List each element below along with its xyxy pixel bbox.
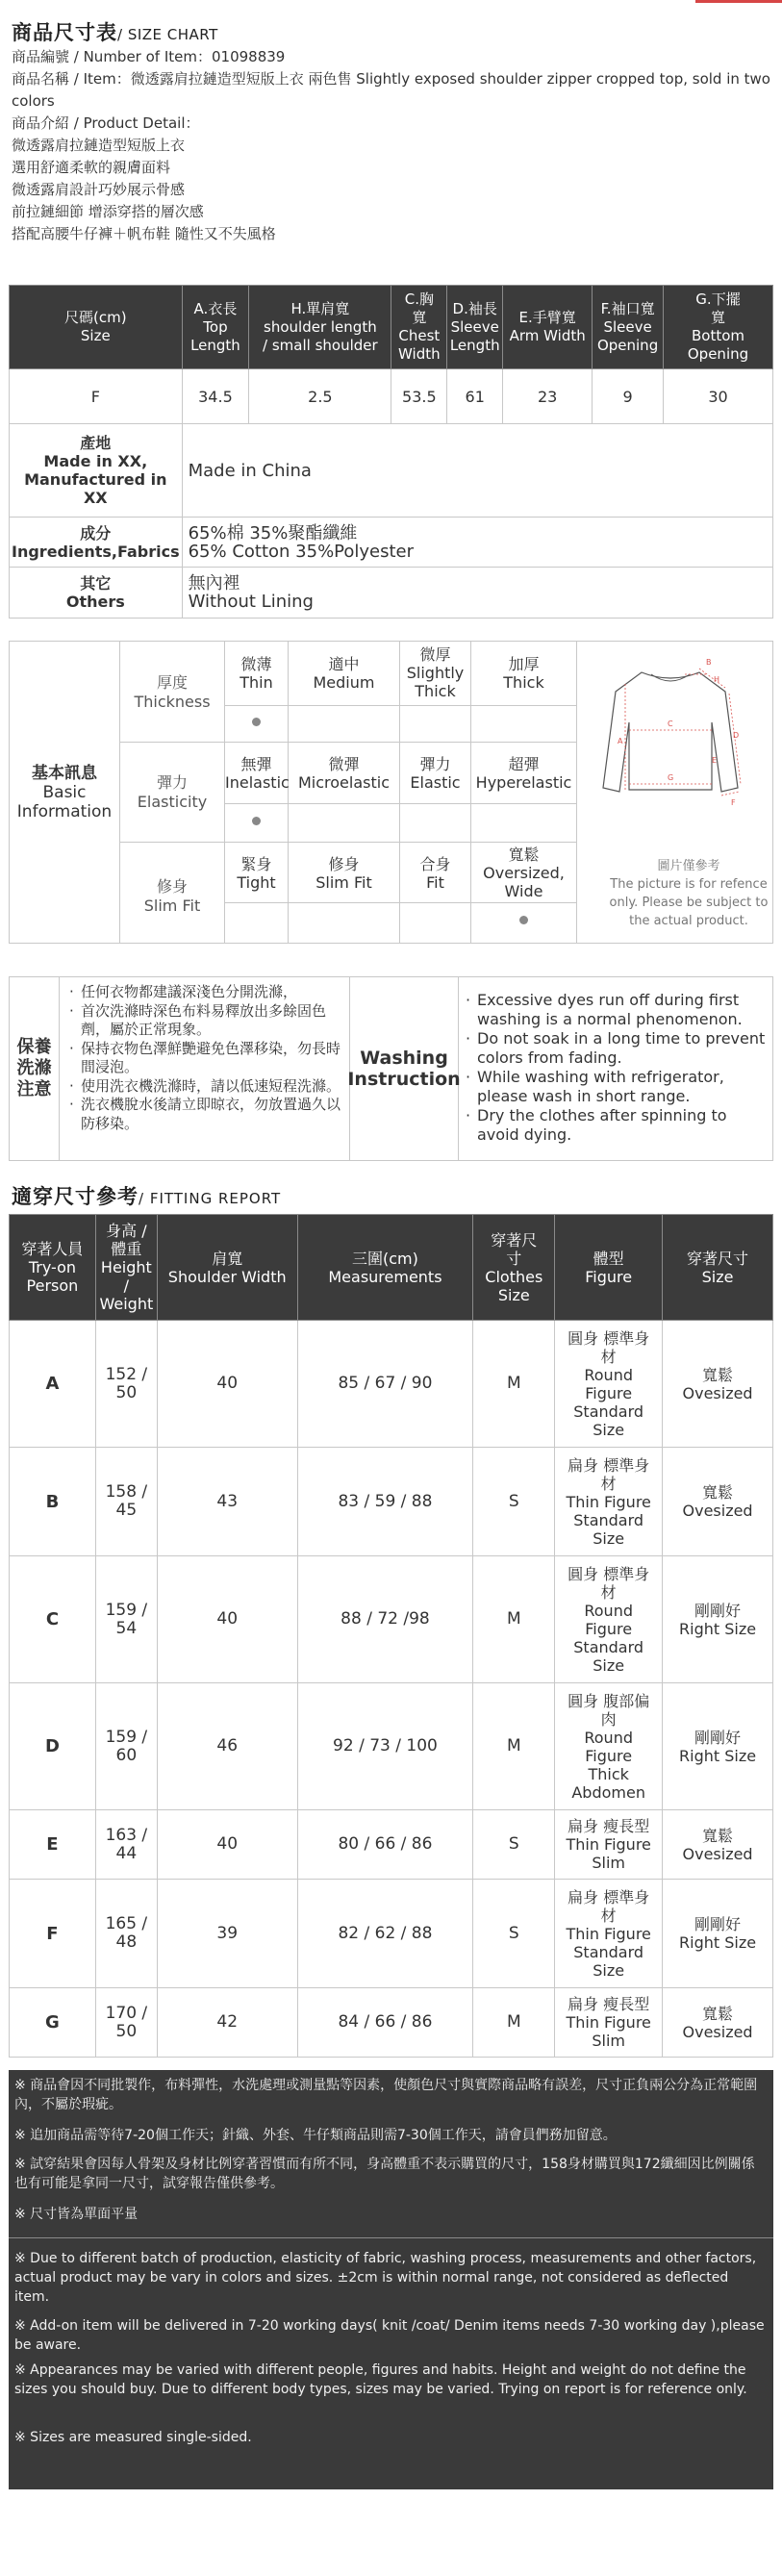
diagram-letter: A [618, 737, 623, 745]
fitting-figure: 扁身 瘦長型 Thin Figure Slim [555, 1810, 663, 1880]
fitting-person: D [10, 1683, 96, 1810]
note-en: ※ Sizes are measured single-sided. [14, 2430, 252, 2445]
care-list-en [466, 991, 771, 1145]
origin-label: 產地 Made in XX, Manufactured in XX [10, 424, 183, 518]
notes-panel [9, 2070, 773, 2489]
origin-row [10, 424, 773, 518]
fitting-shoulder: 42 [157, 1988, 297, 2058]
fitting-measurements: 92 / 73 / 100 [297, 1683, 473, 1810]
basic-info-panel [9, 641, 773, 944]
fitting-clothes-size: M [473, 1556, 555, 1683]
header-height-weight: 身高 / 體重 Height / Weight [95, 1215, 157, 1321]
fitting-figure: 扁身 瘦長型 Thin Figure Slim [555, 1988, 663, 2058]
size-row [10, 369, 773, 424]
fitting-height-weight: 152 / 50 [95, 1321, 157, 1448]
basic-info-label-en: Basic Information [16, 782, 113, 821]
fitting-measurements: 85 / 67 / 90 [297, 1321, 473, 1448]
note-zh: ※ 試穿結果會因每人骨架及身材比例穿著習慣而有所不同，身高體重不表示購買的尺寸，158身材購買與172纖細因比例關係也有可能是拿同一尺寸，試穿報告僅供參考。 [14, 2157, 755, 2191]
fitting-measurements: 80 / 66 / 86 [297, 1810, 473, 1880]
notes-divider [9, 2237, 773, 2238]
title-zh: 商品尺寸表 [12, 21, 117, 44]
product-info [12, 46, 771, 245]
care-item-en: · While washing with refrigerator, please wash in short range. [466, 1068, 771, 1106]
fitting-clothes-size: S [473, 1810, 555, 1880]
other-row [10, 568, 773, 619]
fitting-height-weight: 159 / 54 [95, 1556, 157, 1683]
fitting-row [10, 1810, 773, 1880]
fitting-measurements: 84 / 66 / 86 [297, 1988, 473, 2058]
fitting-figure: 圓身 腹部偏 肉 Round Figure Thick Abdomen [555, 1683, 663, 1810]
grid-line [119, 742, 577, 743]
fitting-clothes-size: S [473, 1448, 555, 1556]
fitting-height-weight: 159 / 60 [95, 1683, 157, 1810]
fitting-row [10, 1556, 773, 1683]
header-sleeve-opening: F.袖口寬 Sleeve Opening [593, 286, 664, 369]
note-en: ※ Due to different batch of production, elasticity of fabric, washing process, measurements and other factors, actual product may be vary in colors and sizes. ±2cm is within normal range, not considered as deflected item. [14, 2251, 757, 2305]
header-size: 尺碼(cm) Size [10, 286, 183, 369]
fitting-row [10, 1683, 773, 1810]
thickness-option: 適中 Medium [313, 655, 375, 692]
fit-option: 寬鬆 Oversized, Wide [483, 846, 565, 900]
header-fit-size: 穿著尺寸 Size [663, 1215, 773, 1321]
other-label: 其它 Others [10, 568, 183, 619]
grid-line [225, 705, 576, 706]
detail-line: 選用舒適柔軟的親膚面料 [12, 159, 171, 176]
thickness-label: 厚度 Thickness [134, 673, 211, 711]
detail-line: 前拉鏈細節 增添穿搭的層次感 [12, 203, 204, 220]
fitting-row [10, 1988, 773, 2058]
header-arm-width: E.手臂寬 Arm Width [503, 286, 593, 369]
fitting-fit: 剛剛好 Right Size [663, 1880, 773, 1988]
header-shoulder-width: 肩寬 Shoulder Width [157, 1215, 297, 1321]
thickness-selected-dot [252, 718, 261, 726]
fitting-person: A [10, 1321, 96, 1448]
diagram-letter: C [668, 720, 673, 728]
item-name: 商品名稱 / Item：微透露肩拉鏈造型短版上衣 兩色售 Slightly exposed shoulder zipper cropped top, sold in two colors [12, 70, 770, 110]
diagram-letter: E [712, 756, 718, 765]
fit-option: 緊身 Tight [237, 855, 276, 892]
grid-line [225, 902, 576, 903]
washing-instruction-label: Washing Instruction [349, 977, 459, 1160]
fitting-fit: 寬鬆 Ovesized [663, 1810, 773, 1880]
size-cell: 61 [447, 369, 503, 424]
header-shoulder: H.單肩寬 shoulder length / small shoulder [249, 286, 391, 369]
fitting-shoulder: 39 [157, 1880, 297, 1988]
diagram-letter: B [706, 658, 712, 667]
thickness-option: 微薄 Thin [240, 655, 273, 692]
fitting-figure: 扁身 標準身 材 Thin Figure Standard Size [555, 1880, 663, 1988]
fitting-person: C [10, 1556, 96, 1683]
title-en: / SIZE CHART [117, 26, 218, 43]
grid-line [119, 842, 577, 843]
grid-line [576, 642, 577, 943]
washing-panel [9, 976, 773, 1161]
care-list-zh [69, 983, 348, 1133]
caption-zh: 圖片僅參考 [657, 859, 720, 873]
diagram-letter: H [714, 675, 720, 684]
detail-line: 搭配高腰牛仔褲＋帆布鞋 隨性又不失風格 [12, 225, 276, 242]
elasticity-selected-dot [252, 817, 261, 825]
fitting-person: E [10, 1810, 96, 1880]
material-value [182, 518, 772, 568]
size-table [9, 285, 773, 619]
fitting-table-header [10, 1215, 773, 1321]
note-en: ※ Appearances may be varied with different people, figures and habits. Height and weight do not define the sizes you should buy. Due to different body types, sizes may be varied. Trying on report is for reference only. [14, 2362, 747, 2397]
fitting-shoulder: 40 [157, 1321, 297, 1448]
header-bottom-opening: G.下擺 寬 Bottom Opening [664, 286, 773, 369]
fitting-height-weight: 158 / 45 [95, 1448, 157, 1556]
fitting-table [9, 1214, 773, 2058]
elasticity-label: 彈力 Elasticity [137, 773, 208, 811]
elasticity-option: 微彈 Microelastic [297, 755, 390, 792]
diagram-letter: F [731, 798, 736, 807]
diagram-letter: D [733, 731, 740, 740]
header-person: 穿著人員 Try-on Person [10, 1215, 96, 1321]
fitting-height-weight: 163 / 44 [95, 1810, 157, 1880]
header-clothes-size: 穿著尺 寸 Clothes Size [473, 1215, 555, 1321]
size-cell: 53.5 [391, 369, 447, 424]
fitting-fit: 寬鬆 Ovesized [663, 1448, 773, 1556]
size-table-header [10, 286, 773, 369]
header-chest: C.胸 寬 Chest Width [391, 286, 447, 369]
thickness-option: 加厚 Thick [503, 655, 544, 692]
size-chart-title [12, 17, 218, 46]
sweater-diagram-icon [598, 655, 743, 809]
fitting-clothes-size: S [473, 1880, 555, 1988]
care-item-en: · Do not soak in a long time to prevent colors from fading. [466, 1029, 771, 1068]
detail-label: 商品介紹 / Product Detail： [12, 114, 200, 132]
fitting-title-zh: 適穿尺寸參考 [12, 1185, 139, 1208]
care-item-zh: · 使用洗衣機洗滌時，請以低速短程洗滌。 [69, 1077, 348, 1097]
other-value [182, 568, 772, 619]
fitting-fit: 寬鬆 Ovesized [663, 1988, 773, 2058]
material-label: 成分 Ingredients,Fabrics [10, 518, 183, 568]
caption-en: The picture is for refence only. Please be subject to the actual product. [609, 877, 769, 928]
fitting-row [10, 1448, 773, 1556]
fitting-fit: 剛剛好 Right Size [663, 1683, 773, 1810]
fitting-person: F [10, 1880, 96, 1988]
fitting-row [10, 1321, 773, 1448]
care-item-en: · Dry the clothes after spinning to avoid dying. [466, 1106, 771, 1145]
material-en: 65% Cotton 35%Polyester [188, 541, 415, 562]
header-top-length: A.衣長 Top Length [182, 286, 249, 369]
fitting-measurements: 88 / 72 /98 [297, 1556, 473, 1683]
care-item-zh: · 首次洗滌時深色布料易釋放出多餘固色劑，屬於正常現象。 [69, 1002, 348, 1040]
detail-line: 微透露肩設計巧妙展示骨感 [12, 181, 186, 198]
material-row [10, 518, 773, 568]
elasticity-option: 無彈 Inelastic [225, 755, 290, 792]
fitting-height-weight: 165 / 48 [95, 1880, 157, 1988]
header-figure: 體型 Figure [555, 1215, 663, 1321]
header-sleeve-length: D.袖長 Sleeve Length [447, 286, 503, 369]
fitting-shoulder: 43 [157, 1448, 297, 1556]
size-cell: 2.5 [249, 369, 391, 424]
fitting-figure: 圓身 標準身 材 Round Figure Standard Size [555, 1556, 663, 1683]
basic-info-label-zh: 基本訊息 [32, 763, 97, 783]
care-item-zh: · 保持衣物色澤鮮艷避免色澤移染，勿長時間浸泡。 [69, 1040, 348, 1077]
note-zh: ※ 追加商品需等待7-20個工作天；針織、外套、牛仔類商品則需7-30個工作天，請會員們務加留意。 [14, 2128, 617, 2143]
fitting-clothes-size: M [473, 1683, 555, 1810]
fitting-person: B [10, 1448, 96, 1556]
fitting-shoulder: 40 [157, 1810, 297, 1880]
origin-value: Made in China [182, 424, 772, 518]
fitting-figure: 圓身 標準身 材 Round Figure Standard Size [555, 1321, 663, 1448]
care-item-zh: · 任何衣物都建議深淺色分開洗滌， [69, 983, 348, 1002]
detail-line: 微透露肩拉鏈造型短版上衣 [12, 137, 186, 154]
fit-option: 修身 Slim Fit [315, 855, 372, 892]
fitting-fit: 寬鬆 Ovesized [663, 1321, 773, 1448]
note-en: ※ Add-on item will be delivered in 7-20 working days( knit /coat/ Denim items needs 7-30 working day ),please be aware. [14, 2318, 765, 2353]
fit-option: 合身 Fit [419, 855, 451, 892]
note-zh: ※ 商品會因不同批製作，布料彈性，水洗處理或測量點等因素，使顏色尺寸與實際商品略有誤差，尺寸正負兩公分為正常範圍內，不屬於瑕疵。 [14, 2078, 758, 2112]
size-cell: 23 [503, 369, 593, 424]
other-en: Without Lining [188, 592, 314, 612]
size-cell: F [10, 369, 183, 424]
fit-selected-dot [519, 916, 528, 924]
size-cell: 9 [593, 369, 664, 424]
care-item-zh: · 洗衣機脫水後請立即晾衣，勿放置過久以防移染。 [69, 1096, 348, 1133]
item-number: 商品編號 / Number of Item：01098839 [12, 48, 286, 65]
header-measurements: 三圍(cm) Measurements [297, 1215, 473, 1321]
care-item-en: · Excessive dyes run off during first washing is a normal phenomenon. [466, 991, 771, 1029]
note-zh: ※ 尺寸皆為單面平量 [14, 2207, 139, 2222]
grid-line [225, 803, 576, 804]
fitting-row [10, 1880, 773, 1988]
fitting-figure: 扁身 標準身 材 Thin Figure Standard Size [555, 1448, 663, 1556]
fitting-shoulder: 46 [157, 1683, 297, 1810]
fitting-report-title [12, 1181, 281, 1210]
material-zh: 65%棉 35%聚酯纖維 [188, 522, 358, 543]
elasticity-option: 超彈 Hyperelastic [475, 755, 572, 792]
fitting-clothes-size: M [473, 1321, 555, 1448]
size-cell: 34.5 [182, 369, 249, 424]
fitting-person: G [10, 1988, 96, 2058]
fitting-height-weight: 170 / 50 [95, 1988, 157, 2058]
elasticity-option: 彈力 Elastic [410, 755, 461, 792]
top-accent-bar [695, 0, 782, 3]
thickness-option: 微厚 Slightly Thick [406, 645, 465, 700]
slim-fit-label: 修身 Slim Fit [143, 877, 201, 915]
fitting-measurements: 82 / 62 / 88 [297, 1880, 473, 1988]
fitting-measurements: 83 / 59 / 88 [297, 1448, 473, 1556]
size-cell: 30 [664, 369, 773, 424]
fitting-fit: 剛剛好 Right Size [663, 1556, 773, 1683]
fitting-shoulder: 40 [157, 1556, 297, 1683]
diagram-letter: G [668, 773, 674, 782]
care-label-zh: 保養 洗滌 注意 [10, 977, 60, 1160]
basic-info-label [10, 642, 120, 943]
diagram-caption [602, 857, 775, 930]
other-zh: 無內裡 [188, 573, 240, 593]
fitting-clothes-size: M [473, 1988, 555, 2058]
fitting-title-en: / FITTING REPORT [139, 1190, 282, 1207]
